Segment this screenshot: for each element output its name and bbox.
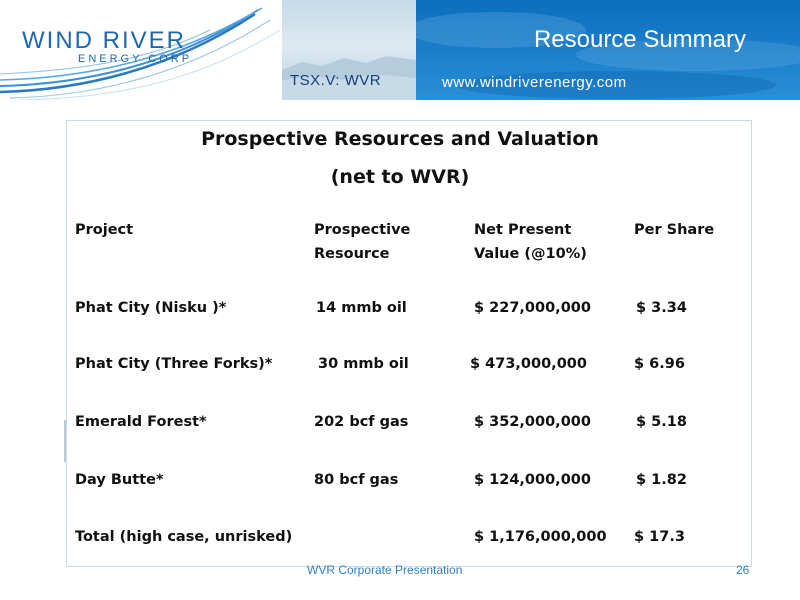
slide-header <box>0 0 800 100</box>
table-cell-npv: $ 473,000,000 <box>470 356 587 372</box>
table-cell-npv: $ 352,000,000 <box>474 414 591 430</box>
side-divider <box>64 420 66 462</box>
logo-name: WIND RIVER <box>22 27 186 54</box>
table-cell-project: Phat City (Nisku )* <box>75 300 227 316</box>
slide-title: Resource Summary <box>533 26 746 53</box>
table-cell-project: Day Butte* <box>75 472 164 488</box>
column-header-resource-line2: Resource <box>314 246 390 262</box>
table-cell-project: Phat City (Three Forks)* <box>75 356 273 372</box>
column-header-npv-line2: Value (@10%) <box>474 246 587 262</box>
stock-ticker: TSX.V: WVR <box>290 72 382 89</box>
table-cell-project-total: Total (high case, unrisked) <box>75 529 293 545</box>
table-cell-per-share-total: $ 17.3 <box>634 529 685 545</box>
table-title: Prospective Resources and Valuation <box>201 128 599 150</box>
table-cell-per-share: $ 3.34 <box>636 300 687 316</box>
table-cell-per-share: $ 1.82 <box>636 472 687 488</box>
column-header-per-share: Per Share <box>634 222 715 238</box>
table-cell-project: Emerald Forest* <box>75 414 207 430</box>
table-cell-resource: 80 bcf gas <box>314 472 399 488</box>
logo-subtitle: ENERGY CORP <box>78 53 193 65</box>
table-subtitle: (net to WVR) <box>330 166 470 188</box>
page-number: 26 <box>736 563 750 577</box>
header-photo-panel <box>282 0 416 100</box>
footer-presentation-name: WVR Corporate Presentation <box>307 563 463 577</box>
table-cell-resource: 14 mmb oil <box>316 300 407 316</box>
column-header-resource-line1: Prospective <box>314 222 411 238</box>
table-cell-npv: $ 227,000,000 <box>474 300 591 316</box>
table-cell-npv: $ 124,000,000 <box>474 472 591 488</box>
column-header-npv-line1: Net Present <box>474 222 572 238</box>
website-url[interactable]: www.windriverenergy.com <box>442 74 627 91</box>
header-title-panel <box>416 0 800 100</box>
column-header-project: Project <box>75 222 134 238</box>
table-cell-resource: 30 mmb oil <box>318 356 409 372</box>
company-logo <box>0 0 282 100</box>
table-cell-resource: 202 bcf gas <box>314 414 409 430</box>
table-cell-per-share: $ 5.18 <box>636 414 687 430</box>
table-cell-npv-total: $ 1,176,000,000 <box>474 529 607 545</box>
table-cell-per-share: $ 6.96 <box>634 356 685 372</box>
